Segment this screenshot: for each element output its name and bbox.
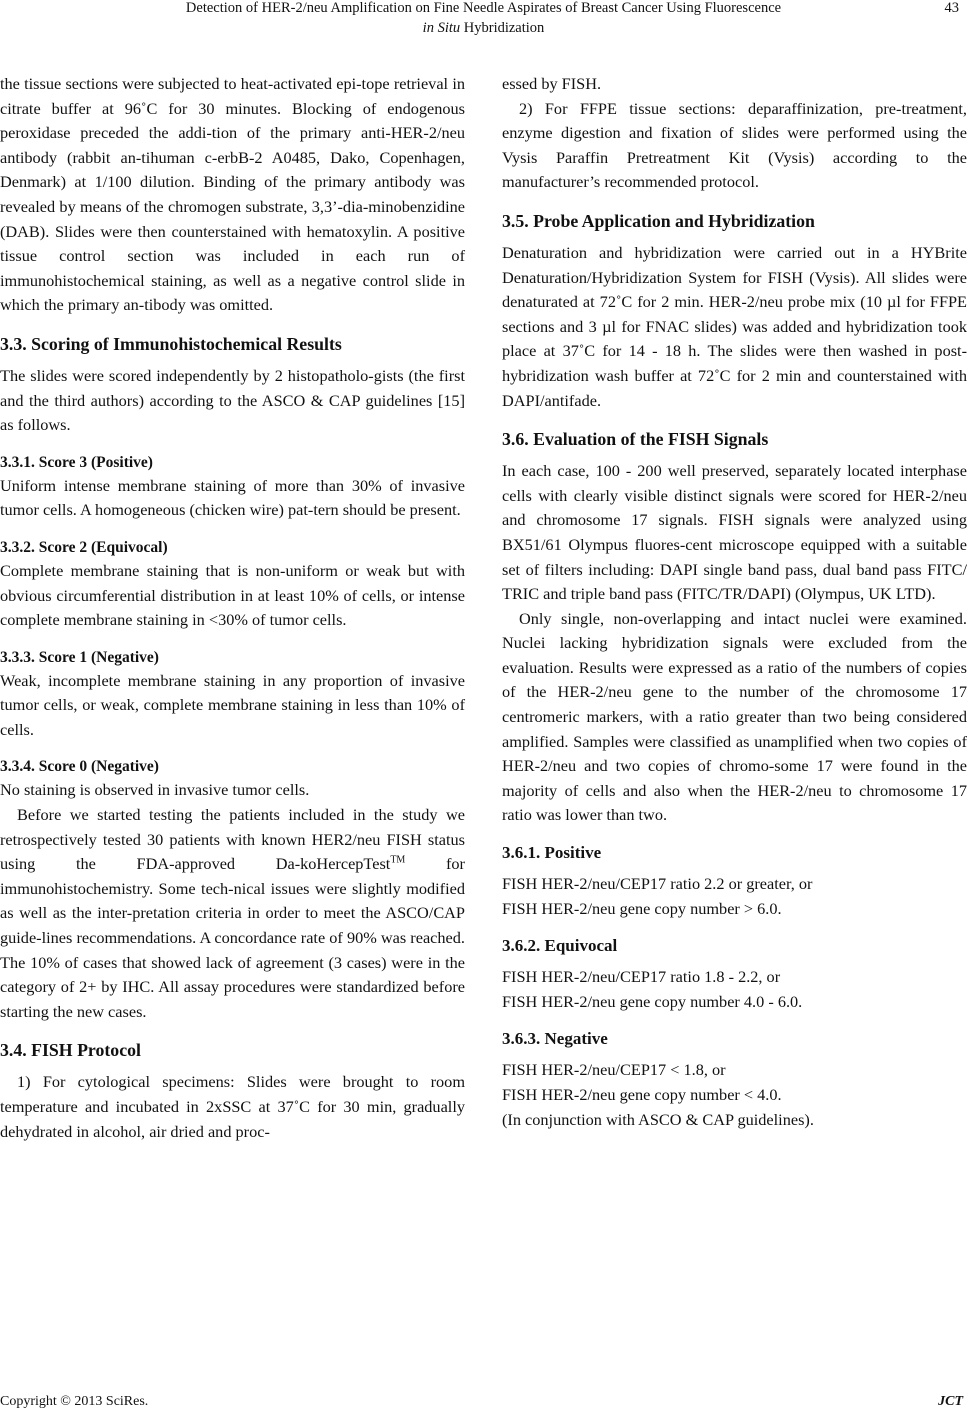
criterion-line: FISH HER-2/neu/CEP17 ratio 1.8 - 2.2, or (502, 967, 781, 987)
criterion-line: FISH HER-2/neu/CEP17 < 1.8, or (502, 1060, 726, 1080)
paragraph: The slides were scored independently by 2 histopatholo-gists (the first and the third authors) according to the ASCO & CAP guidelines [15] as follows. (0, 365, 465, 435)
subsection-heading-3-3-2: 3.3.2. Score 2 (Equivocal) (0, 538, 168, 556)
paragraph: Only single, non-overlapping and intact nuclei were examined. Nuclei lacking hybridization signals were excluded from the evaluation. Results were expressed as a ratio of the numbers of copies of the HER-2/neu gene to the number of the chromosome 17 centromeric markers, with a ratio greater than two being considered amplified. Samples were classified as unamplified when two copies of HER-2/neu and two copies of chromo-some 17 were found in the majority of cells and also when the HER-2/neu to chromosome 17 ratio was lower than two. (502, 608, 967, 825)
paragraph: No staining is observed in invasive tumor cells. (0, 780, 310, 800)
paragraph: Weak, incomplete membrane staining in any proportion of invasive tumor cells, or weak, complete membrane staining in less than 10% of cells. (0, 670, 465, 739)
paragraph: 2) For FFPE tissue sections: deparaffinization, pre-treatment, enzyme digestion and fixation of slides were performed using the Vysis Paraffin Pretreatment Kit (Vysis) according to the manufacturer’s recommended protocol. (502, 98, 967, 192)
paragraph: Complete membrane staining that is non-uniform or weak but with obvious circumferential distribution in at least 10% of cells, or intense complete membrane staining in <30% of tumor cells. (0, 560, 465, 630)
paragraph: Denaturation and hybridization were carried out in a HYBrite Denaturation/Hybridization System for FISH (Vysis). All slides were denaturated at 72˚C for 2 min. HER-2/neu probe mix (10 µl for FFPE sections and 3 µl for FNAC slides) was added and hybridization took place at 37˚C for 14 - 18 h. The slides were then washed in post-hybridization wash buffer at 72˚C for 2 min and counterstained with DAPI/antifade. (502, 242, 967, 410)
criterion-line: (In conjunction with ASCO & CAP guidelines). (502, 1109, 814, 1129)
left-column (0, 72, 465, 1144)
section-heading-3-4: 3.4. FISH Protocol (0, 1040, 141, 1061)
copyright-notice: Copyright © 2013 SciRes. (0, 1394, 149, 1409)
section-heading-3-6: 3.6. Evaluation of the FISH Signals (502, 429, 769, 450)
subsection-heading-3-3-1: 3.3.1. Score 3 (Positive) (0, 453, 153, 471)
criterion-line: FISH HER-2/neu gene copy number 4.0 - 6.0. (502, 991, 803, 1011)
journal-abbreviation: JCT (938, 1394, 963, 1409)
header-title-rest: Hybridization (460, 20, 545, 36)
subsection-heading-3-6-1: 3.6.1. Positive (502, 843, 602, 863)
header-title-italic: in Situ (422, 20, 461, 36)
paragraph-part: for immunohistochemistry. Some tech-nical issues were slightly modified as well as the inter-pretation criteria in order to meet the ASCO/CAP guide-lines recommendations. A concordance rate of 90% was reached. The 10% of cases that showed lack of agreement (3 cases) were in the category of 2+ by IHC. All assay procedures were standardized before starting the new cases. (0, 854, 465, 1021)
paragraph-part: Before we started testing the patients included in the study we retrospectively tested 30 patients with known HER2/neu FISH status using the FDA-approved Da-koHercepTest (0, 805, 465, 874)
section-heading-3-3: 3.3. Scoring of Immunohistochemical Results (0, 333, 342, 354)
trademark-superscript: TM (390, 854, 406, 866)
header-title-line2 (0, 20, 967, 37)
criterion-line: FISH HER-2/neu gene copy number > 6.0. (502, 898, 782, 918)
header-title-line1: Detection of HER-2/neu Amplification on Fine Needle Aspirates of Breast Cancer Using Fluorescence (185, 0, 782, 16)
criterion-line: FISH HER-2/neu gene copy number < 4.0. (502, 1085, 782, 1104)
section-heading-3-5: 3.5. Probe Application and Hybridization (502, 210, 815, 231)
page-number: 43 (944, 0, 959, 16)
subsection-heading-3-6-2: 3.6.2. Equivocal (502, 936, 618, 956)
subsection-heading-3-6-3: 3.6.3. Negative (502, 1029, 608, 1049)
running-header (0, 0, 967, 44)
paragraph (0, 803, 465, 1024)
subsection-heading-3-3-3: 3.3.3. Score 1 (Negative) (0, 648, 159, 666)
paragraph: the tissue sections were subjected to heat-activated epi-tope retrieval in citrate buffer at 96˚C for 30 minutes. Blocking of endogenous peroxidase preceded the addi-tion of the primary anti-HER-2/neu antibody (rabbit an-tihuman c-erbB-2 A0485, Dako, Copenhagen, Denmark) at 1/100 dilution. Binding of the primary antibody was revealed by means of the chromogen substrate, 3,3’-dia-minobenzidine (DAB). Slides were then counterstained with hematoxylin. A positive tissue control section was included in each run of immunohistochemical staining, as well as a negative control slide in which the primary an-tibody was omitted. (0, 74, 465, 315)
subsection-heading-3-3-4: 3.3.4. Score 0 (Negative) (0, 758, 159, 776)
right-column (502, 72, 967, 1132)
paragraph: In each case, 100 - 200 well preserved, separately located interphase cells with clearly visible distinct signals were scored for HER-2/neu and chromosome 17 signals. FISH signals were analyzed using BX51/61 Olympus fluores-cent microscope equipped with a suitable set of filters including: DAPI single band pass, dual band pass FITC/ TRIC and triple band pass (FITC/TR/DAPI) (Olympus, UK LTD). (502, 461, 967, 604)
paragraph: Uniform intense membrane staining of more than 30% of invasive tumor cells. A homogeneous (chicken wire) pat-tern should be present. (0, 475, 465, 520)
criterion-line: FISH HER-2/neu/CEP17 ratio 2.2 or greater, or (502, 874, 813, 894)
paragraph: essed by FISH. (502, 74, 602, 93)
paragraph: 1) For cytological specimens: Slides were brought to room temperature and incubated in 2xSSC at 37˚C for 30 min, gradually dehydrated in alcohol, air dried and proc- (0, 1072, 465, 1141)
